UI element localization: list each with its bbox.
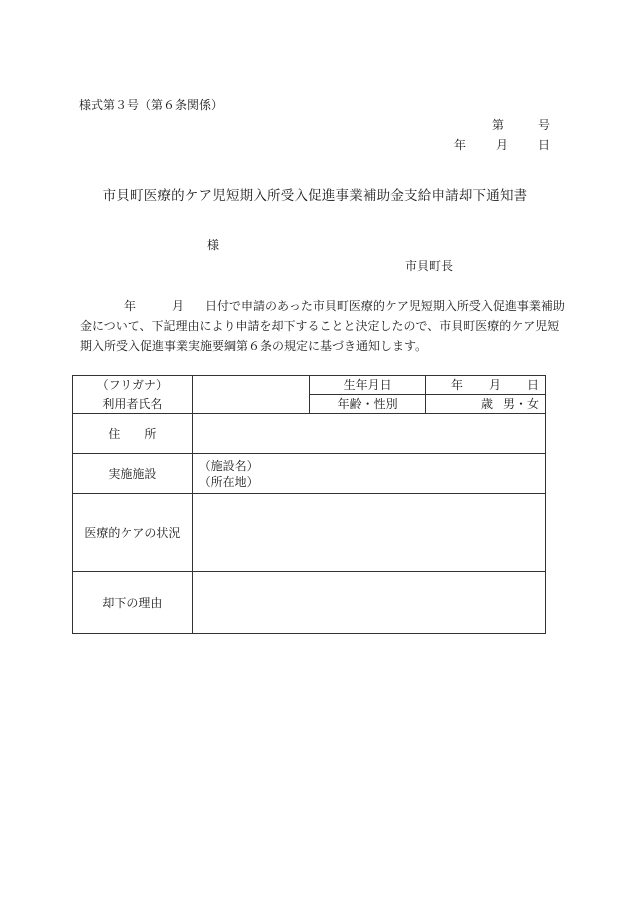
table-row — [73, 494, 546, 572]
address-label-char-1: 住 — [108, 426, 121, 441]
number-label-prefix: 第 — [491, 118, 504, 132]
form-code: 様式第３号（第６条関係） — [79, 98, 224, 112]
table-row — [73, 376, 546, 395]
notice-body — [80, 296, 565, 356]
user-name-label: 利用者氏名 — [73, 395, 193, 414]
table-row — [73, 414, 546, 454]
issue-date-line — [454, 137, 550, 153]
age-unit: 歳 — [480, 397, 493, 411]
addressee-suffix: 様 — [207, 238, 220, 252]
address-field[interactable] — [192, 414, 545, 454]
facility-field[interactable] — [192, 454, 545, 494]
furigana-label: （フリガナ） — [73, 376, 193, 395]
sender-name: 市貝町長 — [405, 259, 454, 273]
number-label-suffix: 号 — [537, 118, 550, 132]
issue-date-month: 月 — [495, 138, 508, 152]
document-number-line — [492, 117, 550, 133]
document-title: 市貝町医療的ケア児短期入所受入促進事業補助金支給申請却下通知書 — [102, 188, 528, 204]
care-status-label: 医療的ケアの状況 — [73, 494, 193, 572]
birth-day: 日 — [526, 378, 539, 392]
notice-body-line-2: 金について、下記理由により申請を却下することと決定したので、市貝町医療的ケア児短 — [80, 319, 560, 333]
facility-name-label: （施設名） — [198, 458, 259, 473]
table-row — [73, 395, 546, 414]
rejection-form-table — [72, 375, 546, 634]
notice-body-line-3: 期入所受入促進事業実施要綱第６条の規定に基づき通知します。 — [80, 339, 428, 353]
address-label-char-2: 所 — [144, 426, 157, 441]
address-label — [73, 414, 193, 454]
issue-date-day: 日 — [537, 138, 550, 152]
rejection-reason-label: 却下の理由 — [73, 572, 193, 634]
birth-year: 年 — [450, 378, 463, 392]
facility-location-label: （所在地） — [198, 474, 259, 489]
facility-label: 実施施設 — [73, 454, 193, 494]
body-year: 年 — [124, 299, 137, 313]
body-month: 月 — [172, 299, 185, 313]
sex-options: 男・女 — [502, 397, 539, 411]
birth-date-label: 生年月日 — [310, 376, 426, 395]
age-sex-field[interactable] — [426, 395, 546, 414]
birth-date-field[interactable] — [426, 376, 546, 395]
table-row — [73, 572, 546, 634]
rejection-reason-field[interactable] — [192, 572, 545, 634]
body-line1-rest: 日付で申請のあった市貝町医療的ケア児短期入所受入促進事業補助 — [205, 299, 565, 313]
care-status-field[interactable] — [192, 494, 545, 572]
age-sex-label: 年齢・性別 — [310, 395, 426, 414]
user-name-field[interactable] — [192, 376, 309, 414]
table-row — [73, 454, 546, 494]
birth-month: 月 — [488, 378, 501, 392]
issue-date-year: 年 — [453, 138, 466, 152]
notice-body-line-1 — [80, 296, 565, 316]
